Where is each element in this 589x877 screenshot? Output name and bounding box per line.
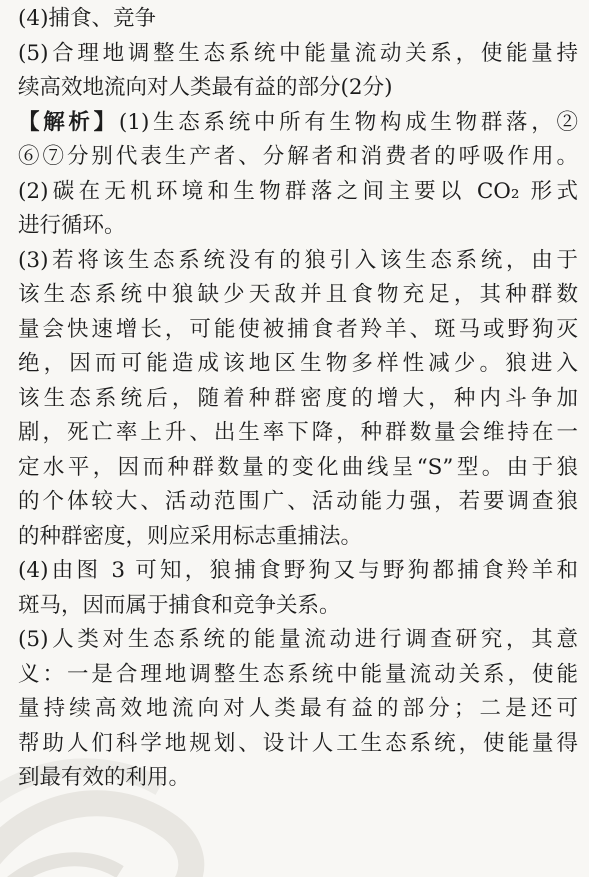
analysis-line-4: 进行循环。 [18,213,126,238]
analysis-line-1-text: (1)生态系统中所有生物构成生物群落，② [118,109,578,135]
analysis-line-10: 剧，死亡率上升、出生率下降，种群数量会维持在一 [18,420,578,445]
answer-line-4: (4)捕食、竞争 [18,6,156,31]
analysis-line-9: 该生态系统后，随着种群密度的增大，种内斗争加 [18,385,578,411]
analysis-tag: 【解析】 [18,109,119,135]
analysis-line-1 [18,106,578,141]
analysis-line-5: (3)若将该生态系统没有的狼引入该生态系统，由于 [18,247,578,273]
analysis-line-20: 到最有效的利用。 [18,765,191,790]
answer-line-5a: (5)合理地调整生态系统中能量流动关系，使能量持 [18,40,578,66]
analysis-line-7: 量会快速增长，可能使被捕食者羚羊、斑马或野狗灭 [18,316,578,342]
answer-text [18,2,578,796]
analysis-line-17: 义：一是合理地调整生态系统中能量流动关系，使能 [18,661,578,687]
answer-line-5b: 续高效地流向对人类最有益的部分(2分) [18,75,393,100]
analysis-line-13: 的种群密度，则应采用标志重捕法。 [18,523,363,549]
analysis-line-16: (5)人类对生态系统的能量流动进行调查研究，其意 [18,627,578,652]
analysis-line-6: 该生态系统中狼缺少天敌并且食物充足，其种群数 [18,282,578,307]
analysis-line-12: 的个体较大、活动范围广、活动能力强，若要调查狼 [18,489,578,514]
analysis-line-15: 斑马，因而属于捕食和竞争关系。 [18,592,341,618]
analysis-line-11: 定水平，因而种群数量的变化曲线呈“S”型。由于狼 [18,454,578,480]
analysis-line-19: 帮助人们科学地规划、设计人工生态系统，使能量得 [18,730,578,756]
analysis-line-3: (2)碳在无机环境和生物群落之间主要以 CO₂ 形式 [18,178,578,204]
analysis-line-2: ⑥⑦分别代表生产者、分解者和消费者的呼吸作用。 [18,144,578,169]
analysis-line-14: (4)由图 3 可知，狼捕食野狗又与野狗都捕食羚羊和 [18,558,578,583]
analysis-line-18: 量持续高效地流向对人类最有益的部分；二是还可 [18,696,578,721]
analysis-line-8: 绝，因而可能造成该地区生物多样性减少。狼进入 [18,351,578,376]
